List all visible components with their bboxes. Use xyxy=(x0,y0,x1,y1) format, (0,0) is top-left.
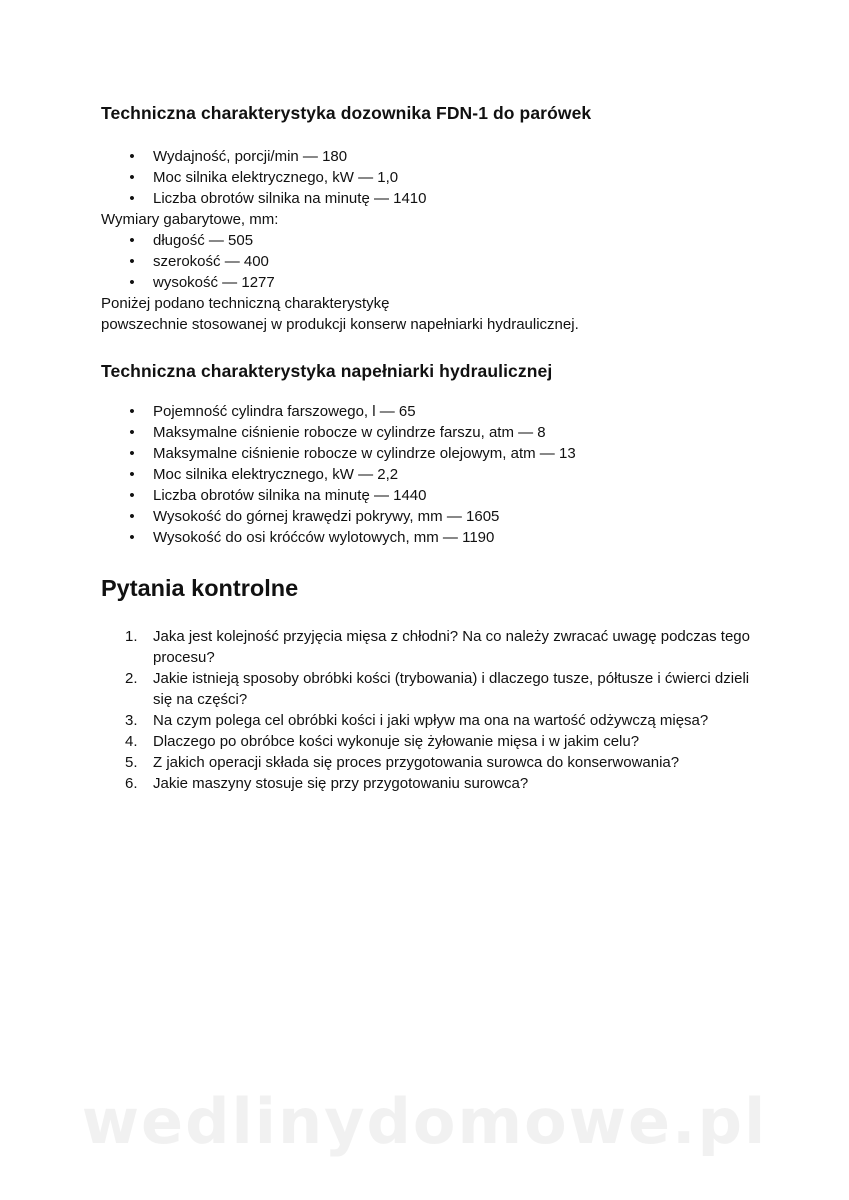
list-item xyxy=(101,506,761,527)
list-item xyxy=(101,230,761,251)
question-number: 4. xyxy=(125,733,138,750)
bullet-icon: • xyxy=(129,232,135,249)
list-item-text: Wysokość do osi króćców wylotowych, mm — 1190 xyxy=(153,529,495,546)
list-item-text: Moc silnika elektrycznego, kW — 2,2 xyxy=(153,466,399,483)
question-item xyxy=(101,710,761,731)
napelniarka-specs-list xyxy=(101,401,761,548)
question-text: Na czym polega cel obróbki kości i jaki wpływ ma ona na wartość odżywczą mięsa? xyxy=(153,712,709,729)
question-item xyxy=(101,668,761,710)
bullet-icon: • xyxy=(129,508,135,525)
control-questions-list xyxy=(101,626,761,794)
list-item xyxy=(101,422,761,443)
list-item-text: Pojemność cylindra farszowego, l — 65 xyxy=(153,403,416,420)
control-questions-heading: Pytania kontrolne xyxy=(101,575,299,601)
question-number: 5. xyxy=(125,754,138,771)
list-item-text: Wysokość do górnej krawędzi pokrywy, mm — 1605 xyxy=(153,508,500,525)
bullet-icon: • xyxy=(129,169,135,186)
question-number: 6. xyxy=(125,775,138,792)
bullet-icon: • xyxy=(129,190,135,207)
section-heading-napelniarka: Techniczna charakterystyka napełniarki hydraulicznej xyxy=(101,361,553,381)
question-text: Z jakich operacji składa się proces przygotowania surowca do konserwowania? xyxy=(153,754,680,771)
question-item xyxy=(101,773,761,794)
bullet-icon: • xyxy=(129,487,135,504)
dozownik-specs-list xyxy=(101,146,761,209)
list-item xyxy=(101,272,761,293)
list-item xyxy=(101,167,761,188)
list-item-text: Maksymalne ciśnienie robocze w cylindrze olejowym, atm — 13 xyxy=(153,445,576,462)
question-number: 1. xyxy=(125,628,138,645)
question-item xyxy=(101,752,761,773)
list-item-text: Maksymalne ciśnienie robocze w cylindrze farszu, atm — 8 xyxy=(153,424,546,441)
dimensions-label: Wymiary gabarytowe, mm: xyxy=(101,211,279,228)
dimensions-list xyxy=(101,230,761,293)
bullet-icon: • xyxy=(129,466,135,483)
list-item xyxy=(101,188,761,209)
note-line-2: powszechnie stosowanej w produkcji konserw napełniarki hydraulicznej. xyxy=(101,316,579,333)
list-item-text: Liczba obrotów silnika na minutę — 1410 xyxy=(153,190,427,207)
bullet-icon: • xyxy=(129,424,135,441)
question-item xyxy=(101,626,761,668)
section-heading-dozownik: Techniczna charakterystyka dozownika FDN-1 do parówek xyxy=(101,103,592,123)
document-content xyxy=(101,100,761,794)
bullet-icon: • xyxy=(129,148,135,165)
list-item xyxy=(101,527,761,548)
list-item xyxy=(101,485,761,506)
watermark: wedlinydomowe.pl xyxy=(81,1085,768,1158)
bullet-icon: • xyxy=(129,274,135,291)
list-item-text: Moc silnika elektrycznego, kW — 1,0 xyxy=(153,169,399,186)
list-item-text: Wydajność, porcji/min — 180 xyxy=(153,148,348,165)
bullet-icon: • xyxy=(129,445,135,462)
bullet-icon: • xyxy=(129,529,135,546)
question-text: Jakie maszyny stosuje się przy przygotowaniu surowca? xyxy=(153,775,529,792)
note-line-1: Poniżej podano techniczną charakterystykę xyxy=(101,295,390,312)
list-item-text: długość — 505 xyxy=(153,232,254,249)
question-text: Jaka jest kolejność przyjęcia mięsa z chłodni? Na co należy zwracać uwagę podczas tego procesu? xyxy=(153,628,750,666)
list-item xyxy=(101,146,761,167)
list-item xyxy=(101,401,761,422)
list-item xyxy=(101,443,761,464)
question-number: 2. xyxy=(125,670,138,687)
list-item-text: Liczba obrotów silnika na minutę — 1440 xyxy=(153,487,427,504)
bullet-icon: • xyxy=(129,403,135,420)
bullet-icon: • xyxy=(129,253,135,270)
question-item xyxy=(101,731,761,752)
list-item-text: szerokość — 400 xyxy=(153,253,269,270)
question-text: Dlaczego po obróbce kości wykonuje się żyłowanie mięsa i w jakim celu? xyxy=(153,733,640,750)
list-item xyxy=(101,251,761,272)
question-text: Jakie istnieją sposoby obróbki kości (trybowania) i dlaczego tusze, półtusze i ćwierci dzieli się na części? xyxy=(153,670,750,708)
list-item-text: wysokość — 1277 xyxy=(153,274,275,291)
list-item xyxy=(101,464,761,485)
question-number: 3. xyxy=(125,712,138,729)
